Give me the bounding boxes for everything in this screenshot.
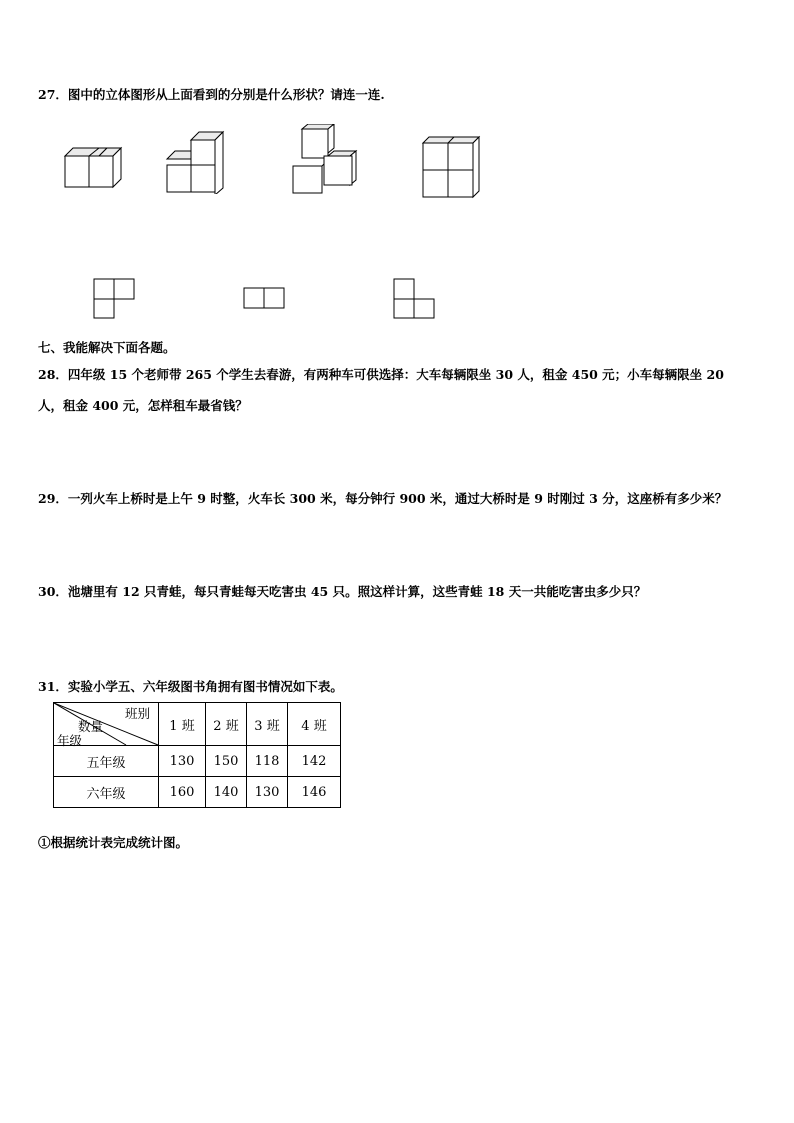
solid-figure-2 (162, 130, 232, 194)
table-cell: 150 (206, 746, 247, 777)
row-label: 六年级 (54, 777, 159, 808)
question-27-text: 27．图中的立体图形从上面看到的分别是什么形状？请连一连. (38, 87, 385, 102)
question-29-text: 29．一列火车上桥时是上午 9 时整，火车长 300 米，每分钟行 900 米，通过大桥时是 9 时刚过 3 分，这座桥有多少米？ (38, 491, 728, 506)
solid-figure-1 (60, 140, 130, 192)
solid-figure-3 (288, 124, 360, 196)
table-cell: 118 (247, 746, 288, 777)
table-header-row (54, 703, 341, 746)
section-7-heading: 七、我能解决下面各题。 (38, 340, 176, 355)
question-31-sub-1: ①根据统计表完成统计图。 (38, 835, 189, 850)
question-31-text: 31．实验小学五、六年级图书角拥有图书情况如下表。 (38, 679, 343, 694)
library-books-table (53, 702, 341, 808)
header-class-label: 班别 (124, 706, 150, 721)
table-cell: 130 (159, 746, 206, 777)
solid-figure-4 (418, 134, 484, 202)
top-view-shape-2 (242, 286, 288, 312)
question-28-line-2: 人，租金 400 元，怎样租车最省钱？ (38, 398, 248, 413)
table-cell: 142 (288, 746, 341, 777)
table-cell: 160 (159, 777, 206, 808)
table-row (54, 746, 341, 777)
header-grade-label: 年级 (57, 733, 83, 748)
table-cell: 130 (247, 777, 288, 808)
table-row (54, 777, 341, 808)
diagonal-header-cell (54, 703, 159, 746)
column-header: 3 班 (247, 703, 288, 746)
top-view-shape-3 (392, 277, 438, 321)
header-count-label: 数量 (78, 719, 104, 734)
column-header: 2 班 (206, 703, 247, 746)
question-28-line-1: 28．四年级 15 个老师带 265 个学生去春游，有两种车可供选择：大车每辆限坐 30 人，租金 450 元；小车每辆限坐 20 (38, 367, 724, 382)
row-label: 五年级 (54, 746, 159, 777)
table-cell: 146 (288, 777, 341, 808)
column-header: 1 班 (159, 703, 206, 746)
column-header: 4 班 (288, 703, 341, 746)
top-view-shape-1 (92, 277, 138, 321)
table-cell: 140 (206, 777, 247, 808)
question-30-text: 30．池塘里有 12 只青蛙，每只青蛙每天吃害虫 45 只。照这样计算，这些青蛙 18 天一共能吃害虫多少只？ (38, 584, 647, 599)
